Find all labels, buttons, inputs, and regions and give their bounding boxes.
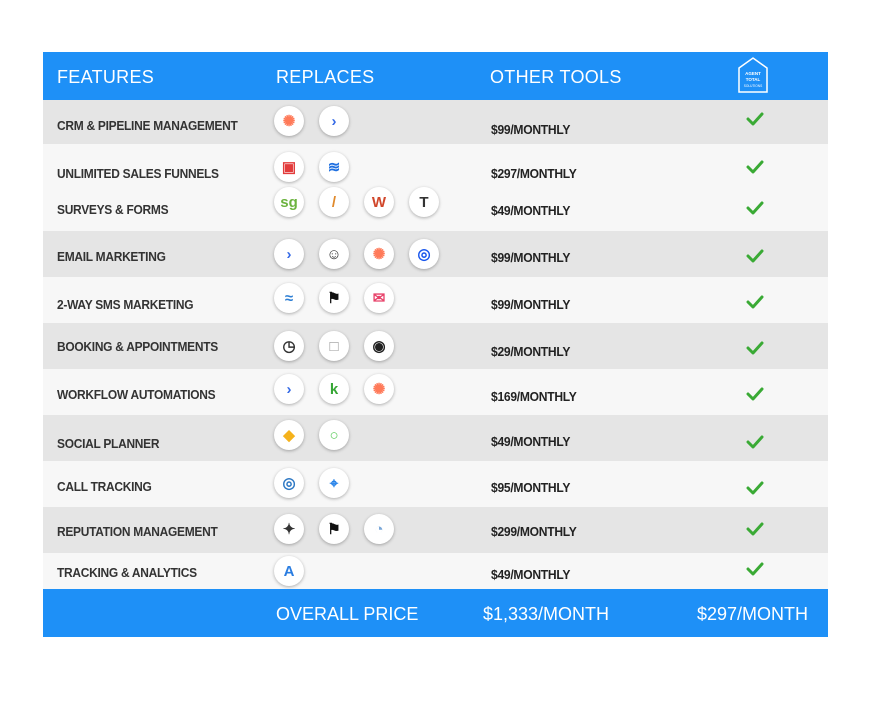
checkmark-icon [746, 249, 764, 263]
replaced-tools [274, 152, 364, 182]
other-tools-heading: OTHER TOOLS [490, 67, 622, 87]
feature-name: SURVEYS & FORMS [57, 202, 169, 217]
features-heading: FEATURES [57, 67, 155, 87]
comparison-table [43, 52, 828, 637]
table-row [43, 323, 828, 369]
replaced-tools [274, 420, 364, 450]
table-row [43, 277, 828, 323]
hubspot-icon: ✺ [364, 239, 394, 269]
location-pin-icon: ⌖ [319, 468, 349, 498]
acuity-icon: ◉ [364, 331, 394, 361]
feature-name: UNLIMITED SALES FUNNELS [57, 166, 219, 181]
typeform-icon: T [409, 187, 439, 217]
envelope-icon: ✉ [364, 283, 394, 313]
table-body [43, 100, 828, 589]
table-row [43, 461, 828, 507]
replaced-tools [274, 331, 409, 361]
feature-name: TRACKING & ANALYTICS [57, 565, 197, 580]
overall-price-label: OVERALL PRICE [276, 604, 419, 624]
checkmark-icon [746, 295, 764, 309]
hubspot-icon: ✺ [364, 374, 394, 404]
other-tools-price: $99/MONTHLY [491, 297, 571, 312]
flag-icon: ⚑ [319, 514, 349, 544]
mailchimp-icon: ☺ [319, 239, 349, 269]
keap-icon: k [319, 374, 349, 404]
surveygizmo-icon: sg [274, 187, 304, 217]
other-tools-price: $99/MONTHLY [491, 250, 571, 265]
feature-name: CRM & PIPELINE MANAGEMENT [57, 118, 238, 133]
replaced-tools [274, 283, 409, 313]
layers-icon: ≈ [274, 283, 304, 313]
calendar-icon: □ [319, 331, 349, 361]
pen-icon: / [319, 187, 349, 217]
flag-icon: ⚑ [319, 283, 349, 313]
other-tools-price: $29/MONTHLY [491, 344, 571, 359]
replaced-tools [274, 514, 409, 544]
checkmark-icon [746, 522, 764, 536]
checkmark-icon [746, 435, 764, 449]
wufoo-icon: W [364, 187, 394, 217]
clock-check-icon: ◷ [274, 331, 304, 361]
other-tools-price: $297/MONTHLY [491, 166, 577, 181]
svg-text:SOLUTIONS: SOLUTIONS [743, 84, 763, 88]
feature-name: WORKFLOW AUTOMATIONS [57, 387, 216, 402]
callrail-icon: ◎ [274, 468, 304, 498]
feature-name: SOCIAL PLANNER [57, 436, 160, 451]
table-row [43, 231, 828, 277]
activecampaign-icon: › [274, 239, 304, 269]
checkmark-icon [746, 562, 764, 576]
table-row [43, 507, 828, 553]
feature-name: REPUTATION MANAGEMENT [57, 524, 218, 539]
other-tools-price: $169/MONTHLY [491, 389, 577, 404]
checkmark-icon [746, 341, 764, 355]
constant-contact-icon: ◎ [409, 239, 439, 269]
feature-name: 2-WAY SMS MARKETING [57, 297, 194, 312]
hootsuite-icon: ◆ [274, 420, 304, 450]
table-row [43, 188, 828, 231]
other-tools-total: $1,333/MONTH [483, 604, 610, 624]
clickfunnels-icon: ▣ [274, 152, 304, 182]
replaced-tools [274, 468, 364, 498]
pie-chart-icon: ◔ [364, 514, 394, 544]
svg-text:TOTAL: TOTAL [745, 77, 761, 82]
other-tools-price: $299/MONTHLY [491, 524, 577, 539]
birdeye-icon: ✦ [274, 514, 304, 544]
activecampaign-icon: › [319, 106, 349, 136]
hubspot-icon: ✺ [274, 106, 304, 136]
replaced-tools [274, 374, 409, 404]
feature-name: BOOKING & APPOINTMENTS [57, 339, 218, 354]
other-tools-price: $49/MONTHLY [491, 434, 571, 449]
feature-name: CALL TRACKING [57, 479, 152, 494]
replaced-tools [274, 106, 364, 136]
sprout-icon: ○ [319, 420, 349, 450]
table-footer [43, 589, 828, 637]
replaced-tools [274, 556, 319, 586]
replaces-heading: REPLACES [276, 67, 375, 87]
activecampaign-icon: › [274, 374, 304, 404]
other-tools-price: $99/MONTHLY [491, 122, 571, 137]
other-tools-price: $49/MONTHLY [491, 203, 571, 218]
table-row [43, 415, 828, 461]
checkmark-icon [746, 481, 764, 495]
other-tools-price: $95/MONTHLY [491, 480, 571, 495]
table-header [43, 52, 828, 100]
agent-total-solutions-logo [737, 56, 769, 94]
table-row [43, 144, 828, 188]
svg-text:AGENT: AGENT [745, 71, 761, 76]
checkmark-icon [746, 112, 764, 126]
stack-icon: ≋ [319, 152, 349, 182]
replaced-tools [274, 187, 454, 217]
other-tools-price: $49/MONTHLY [491, 567, 571, 582]
our-total: $297/MONTH [697, 604, 809, 624]
replaced-tools [274, 239, 454, 269]
checkmark-icon [746, 387, 764, 401]
table-row [43, 553, 828, 589]
table-row [43, 369, 828, 415]
analytics-icon: A [274, 556, 304, 586]
table-row [43, 100, 828, 144]
checkmark-icon [746, 201, 764, 215]
checkmark-icon [746, 160, 764, 174]
feature-name: EMAIL MARKETING [57, 249, 166, 264]
